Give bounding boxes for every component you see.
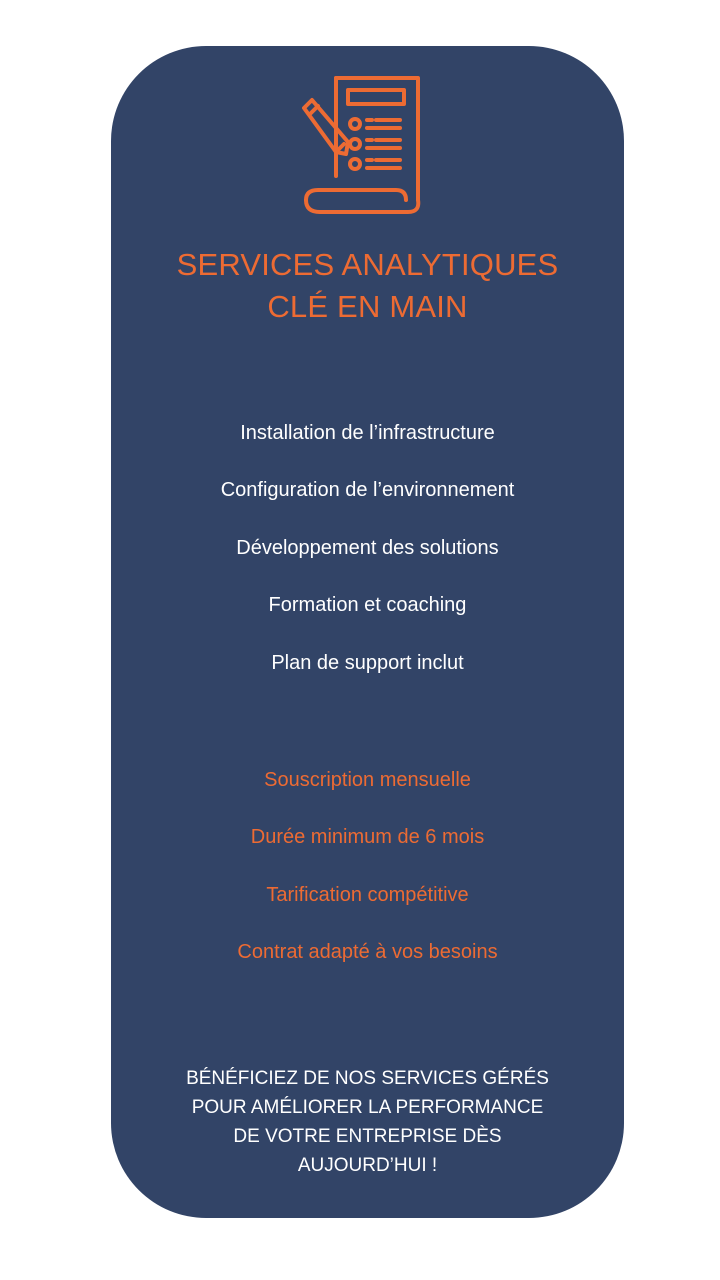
document-checklist-pencil-icon	[296, 72, 426, 217]
list-item: Développement des solutions	[236, 537, 499, 559]
list-item: Plan de support inclut	[271, 652, 464, 674]
list-item: Formation et coaching	[268, 594, 467, 616]
list-item: Contrat adapté à vos besoins	[237, 941, 498, 963]
list-item: Souscription mensuelle	[264, 769, 471, 791]
list-item: Durée minimum de 6 mois	[250, 826, 485, 848]
list-item: Installation de l’infrastructure	[240, 422, 495, 444]
page-title	[111, 244, 624, 328]
list-item: Configuration de l’environnement	[220, 479, 515, 501]
cta-line-3: DE VOTRE ENTREPRISE DÈS	[233, 1126, 502, 1147]
cta-line-2: POUR AMÉLIORER LA PERFORMANCE	[191, 1097, 544, 1118]
list-item: Tarification compétitive	[266, 884, 469, 906]
cta-line-1: BÉNÉFICIEZ DE NOS SERVICES GÉRÉS	[186, 1068, 549, 1089]
call-to-action	[111, 1064, 624, 1180]
title-line-2: CLÉ EN MAIN	[267, 289, 468, 324]
service-card	[111, 46, 624, 1218]
title-line-1: SERVICES ANALYTIQUES	[176, 247, 559, 282]
cta-line-4: AUJOURD’HUI !	[297, 1155, 438, 1176]
